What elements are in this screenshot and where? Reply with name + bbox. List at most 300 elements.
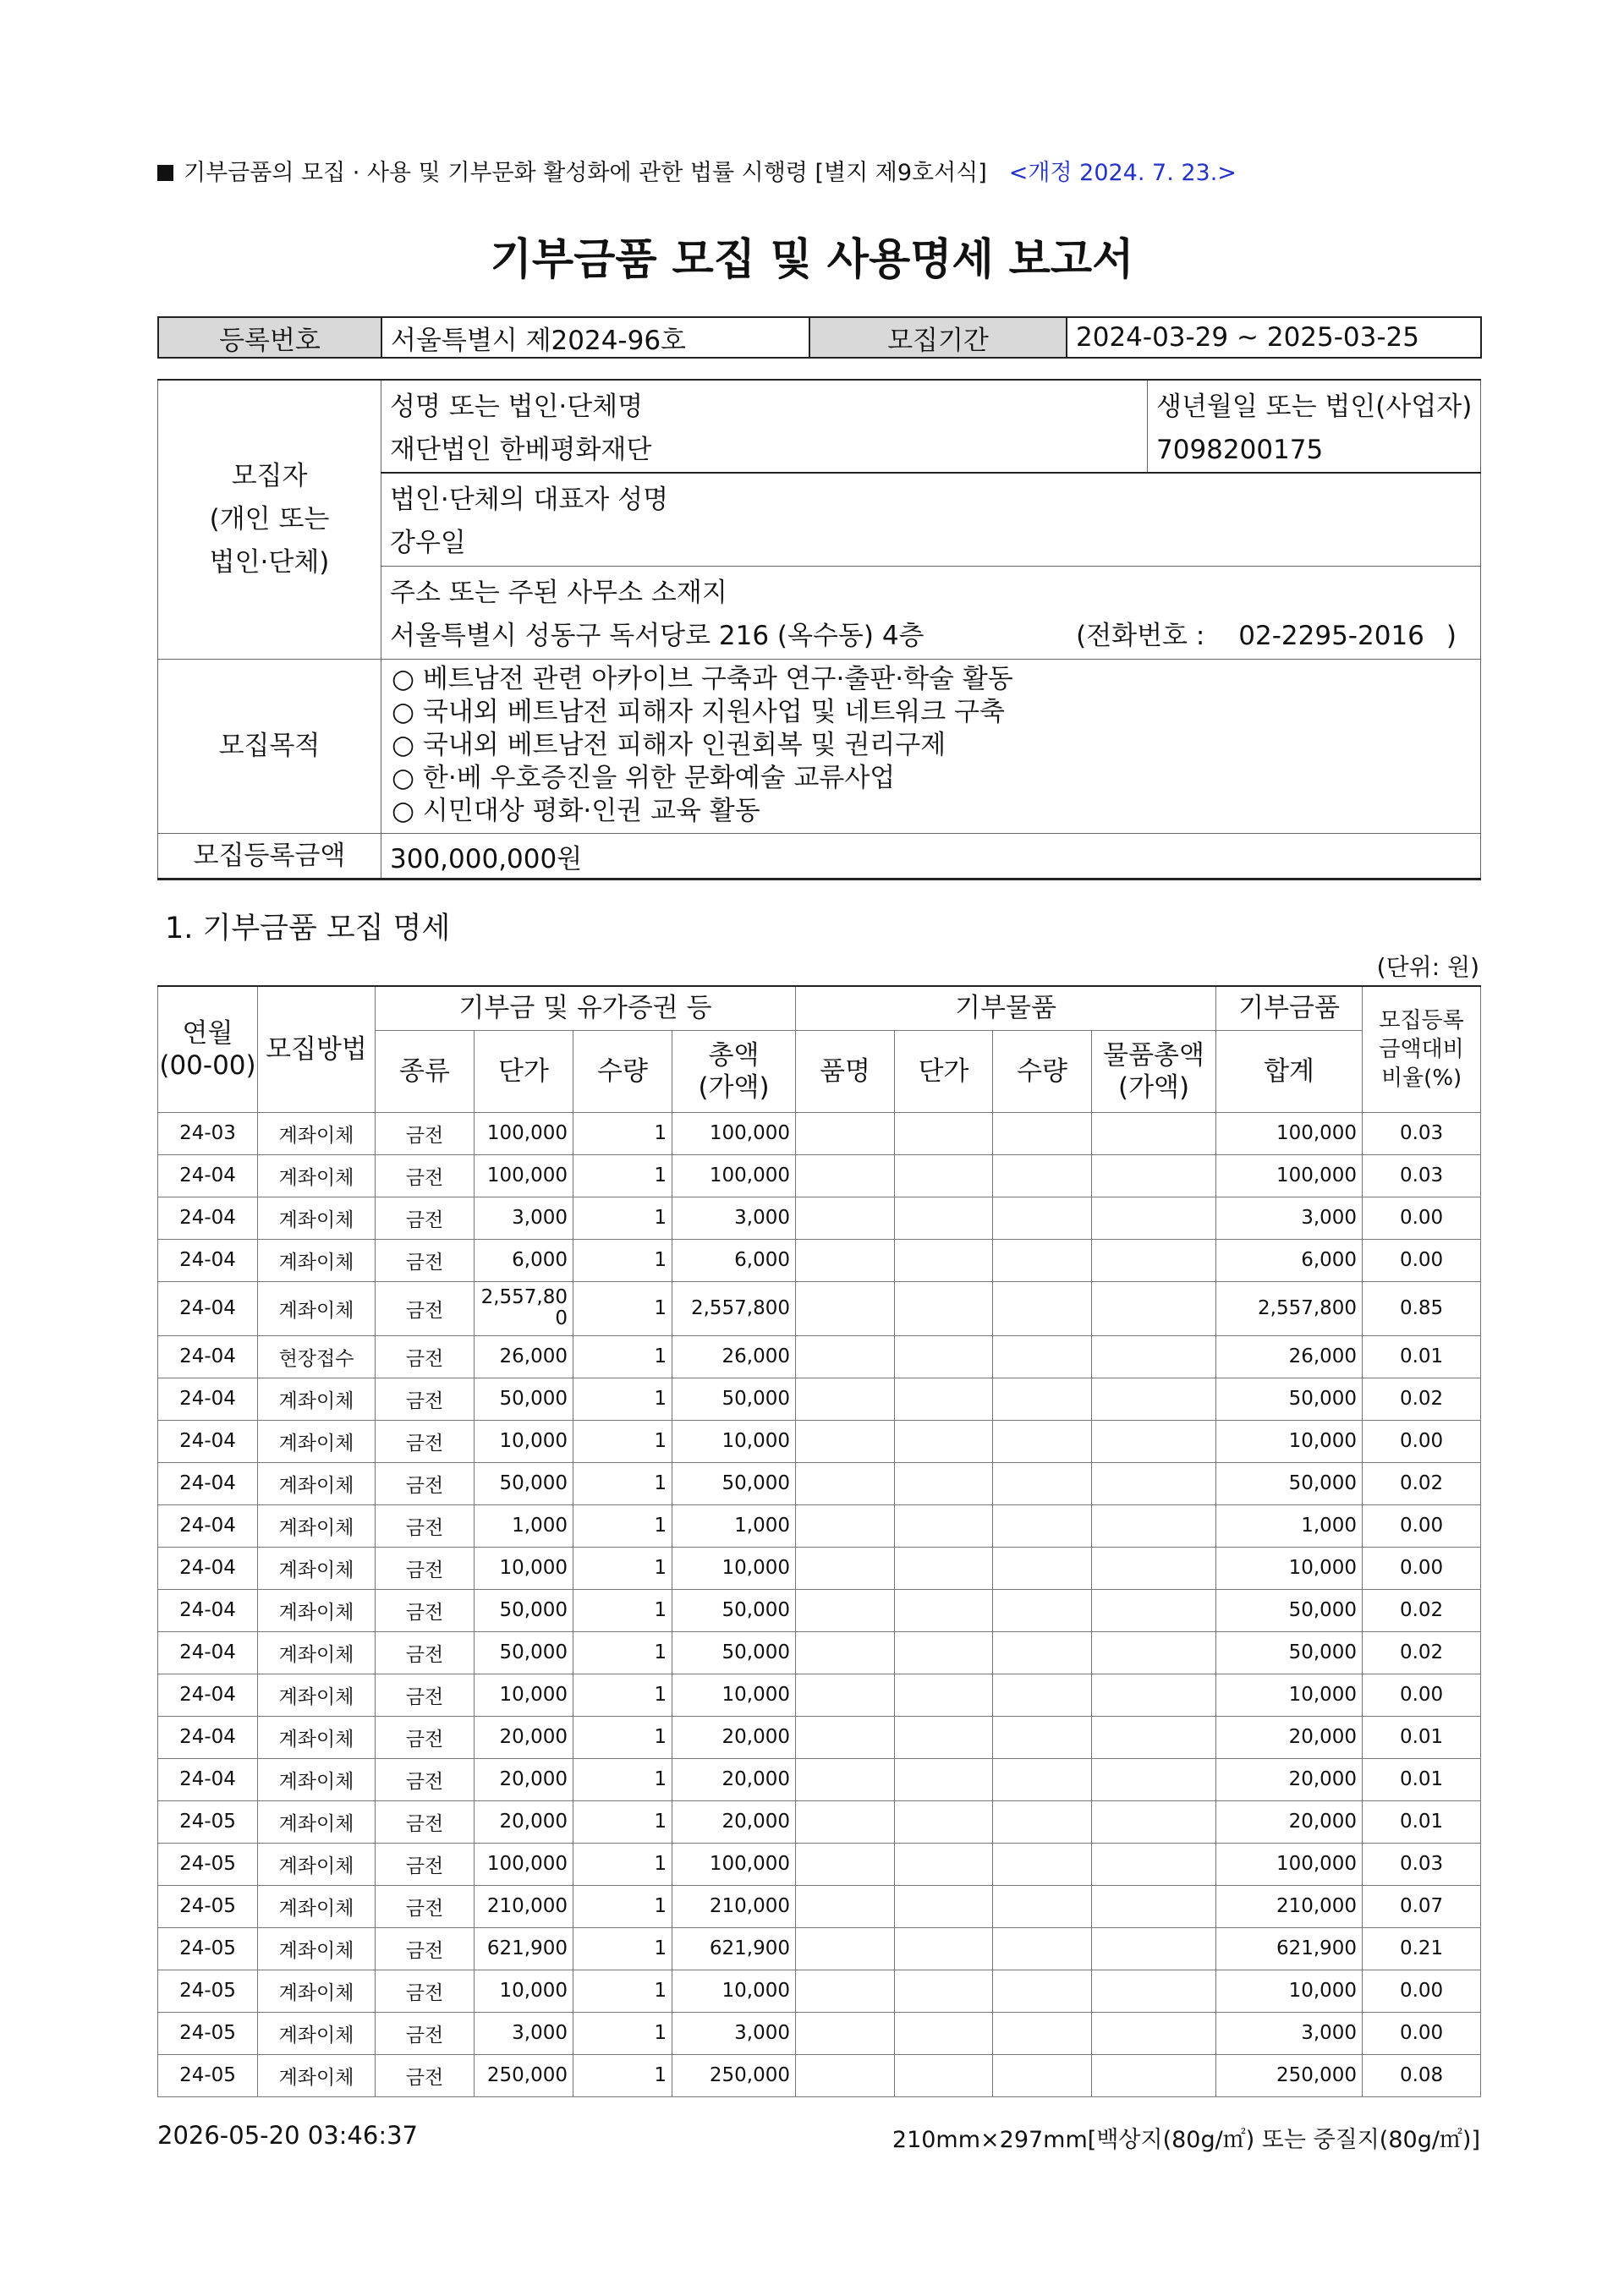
cell-goods-unit-price <box>895 1420 993 1462</box>
cell-item-name <box>796 2054 895 2096</box>
purpose-item: ○ 국내외 베트남전 피해자 지원사업 및 네트워크 구축 <box>392 696 1005 727</box>
cell-method: 계좌이체 <box>258 1589 376 1631</box>
cell-qty: 1 <box>573 1281 672 1335</box>
cell-goods-total <box>1092 1716 1216 1758</box>
cell-unit-price: 50,000 <box>475 1631 573 1674</box>
cell-goods-qty <box>993 2012 1092 2054</box>
cell-goods-qty <box>993 1154 1092 1197</box>
table-row <box>158 1197 1481 1239</box>
address-cell <box>381 566 1481 659</box>
cell-sum: 20,000 <box>1216 1716 1363 1758</box>
cell-item-name <box>796 1281 895 1335</box>
cell-sum: 10,000 <box>1216 1970 1363 2012</box>
cell-month: 24-04 <box>158 1462 258 1504</box>
revision-note: <개정 2024. 7. 23.> <box>1008 160 1237 186</box>
cell-goods-qty <box>993 1239 1092 1281</box>
cell-goods-unit-price <box>895 1843 993 1885</box>
address-label: 주소 또는 주된 사무소 소재지 <box>390 577 727 608</box>
cell-qty: 1 <box>573 1970 672 2012</box>
cell-ratio: 0.08 <box>1363 2054 1481 2096</box>
cell-unit-price: 10,000 <box>475 1674 573 1716</box>
cell-amount: 2,557,800 <box>672 1281 796 1335</box>
cell-ratio: 0.02 <box>1363 1462 1481 1504</box>
cell-amount: 20,000 <box>672 1800 796 1843</box>
cell-month: 24-05 <box>158 1843 258 1885</box>
table-row <box>158 2012 1481 2054</box>
cell-type: 금전 <box>376 1758 475 1800</box>
cell-method: 계좌이체 <box>258 1631 376 1674</box>
cell-goods-qty <box>993 1927 1092 1970</box>
header-month-line: (00-00) <box>159 1049 256 1081</box>
cell-type: 금전 <box>376 2012 475 2054</box>
cell-method: 계좌이체 <box>258 1800 376 1843</box>
cell-unit-price: 3,000 <box>475 2012 573 2054</box>
cell-ratio: 0.00 <box>1363 1420 1481 1462</box>
cell-amount: 3,000 <box>672 2012 796 2054</box>
cell-goods-unit-price <box>895 1927 993 1970</box>
cell-sum: 6,000 <box>1216 1239 1363 1281</box>
cell-goods-total <box>1092 1927 1216 1970</box>
header-amount-line: 총액 <box>708 1039 760 1071</box>
table-row <box>158 1112 1481 1154</box>
table-row <box>158 1281 1481 1335</box>
cell-qty: 1 <box>573 1547 672 1589</box>
cell-goods-qty <box>993 1589 1092 1631</box>
cell-goods-qty <box>993 1885 1092 1927</box>
cell-goods-unit-price <box>895 1716 993 1758</box>
cell-qty: 1 <box>573 1154 672 1197</box>
collection-period-value: 2024-03-29 ~ 2025-03-25 <box>1067 317 1481 358</box>
cell-unit-price: 20,000 <box>475 1800 573 1843</box>
cell-ratio: 0.07 <box>1363 1885 1481 1927</box>
cell-method: 계좌이체 <box>258 1378 376 1420</box>
cell-qty: 1 <box>573 2054 672 2096</box>
cell-sum: 50,000 <box>1216 1378 1363 1420</box>
cell-unit-price: 50,000 <box>475 1589 573 1631</box>
cell-method: 현장접수 <box>258 1335 376 1378</box>
cell-item-name <box>796 1758 895 1800</box>
cell-goods-unit-price <box>895 1197 993 1239</box>
cell-goods-qty <box>993 1197 1092 1239</box>
cell-unit-price: 20,000 <box>475 1716 573 1758</box>
address-value: 서울특별시 성동구 독서당로 216 (옥수동) 4층 <box>390 620 924 651</box>
cell-unit-price: 3,000 <box>475 1197 573 1239</box>
footer-timestamp: 2026-05-20 03:46:37 <box>157 2121 418 2150</box>
collector-id-value: 7098200175 <box>1156 435 1324 465</box>
footer-paper-spec: 210mm×297mm[백상지(80g/㎡) 또는 중질지(80g/㎡)] <box>892 2127 1480 2153</box>
cell-goods-unit-price <box>895 1547 993 1589</box>
cell-month: 24-03 <box>158 1112 258 1154</box>
cell-goods-unit-price <box>895 1504 993 1547</box>
cell-unit-price: 250,000 <box>475 2054 573 2096</box>
cell-type: 금전 <box>376 1378 475 1420</box>
header-item-name: 품명 <box>796 1030 895 1112</box>
collector-id-cell <box>1148 380 1481 473</box>
cell-ratio: 0.02 <box>1363 1378 1481 1420</box>
cell-goods-total <box>1092 1504 1216 1547</box>
cell-qty: 1 <box>573 1927 672 1970</box>
collector-id-label: 생년월일 또는 법인(사업자) <box>1156 392 1473 422</box>
cell-goods-unit-price <box>895 2012 993 2054</box>
registration-table <box>157 316 1482 359</box>
cell-type: 금전 <box>376 1843 475 1885</box>
cell-ratio: 0.02 <box>1363 1631 1481 1674</box>
page-title: 기부금품 모집 및 사용명세 보고서 <box>490 235 1134 285</box>
table-row <box>158 1335 1481 1378</box>
cell-qty: 1 <box>573 1112 672 1154</box>
cell-goods-unit-price <box>895 1112 993 1154</box>
cell-type: 금전 <box>376 1112 475 1154</box>
cell-sum: 50,000 <box>1216 1589 1363 1631</box>
cell-method: 계좌이체 <box>258 1154 376 1197</box>
cell-month: 24-04 <box>158 1378 258 1420</box>
cell-month: 24-04 <box>158 1239 258 1281</box>
cell-goods-qty <box>993 1631 1092 1674</box>
cell-month: 24-04 <box>158 1716 258 1758</box>
header-total-group: 기부금품 <box>1216 986 1363 1030</box>
cell-month: 24-04 <box>158 1504 258 1547</box>
cell-ratio: 0.00 <box>1363 2012 1481 2054</box>
cell-item-name <box>796 1547 895 1589</box>
cell-goods-qty <box>993 1420 1092 1462</box>
cell-amount: 50,000 <box>672 1631 796 1674</box>
cell-goods-qty <box>993 1674 1092 1716</box>
phone-group <box>1076 615 1457 658</box>
cell-goods-unit-price <box>895 1674 993 1716</box>
cell-sum: 50,000 <box>1216 1631 1363 1674</box>
cell-item-name <box>796 1589 895 1631</box>
representative-label: 법인·단체의 대표자 성명 <box>390 485 669 515</box>
cell-amount: 10,000 <box>672 1674 796 1716</box>
cell-month: 24-05 <box>158 1927 258 1970</box>
registered-amount-label: 모집등록금액 <box>158 833 381 879</box>
cell-goods-total <box>1092 1674 1216 1716</box>
cell-goods-total <box>1092 1589 1216 1631</box>
purpose-label: 모집목적 <box>158 659 381 833</box>
header-ratio-line: 비율(%) <box>1380 1065 1462 1091</box>
legal-notice <box>157 154 1237 187</box>
cell-ratio: 0.01 <box>1363 1758 1481 1800</box>
cell-item-name <box>796 1420 895 1462</box>
cell-goods-total <box>1092 1420 1216 1462</box>
address-line <box>390 615 1473 658</box>
cell-month: 24-04 <box>158 1281 258 1335</box>
cell-type: 금전 <box>376 1420 475 1462</box>
cell-method: 계좌이체 <box>258 1970 376 2012</box>
table-row <box>158 1800 1481 1843</box>
cell-unit-price: 100,000 <box>475 1112 573 1154</box>
cell-goods-qty <box>993 1378 1092 1420</box>
cell-goods-qty <box>993 1843 1092 1885</box>
cell-month: 24-05 <box>158 1970 258 2012</box>
cell-item-name <box>796 1197 895 1239</box>
cell-method: 계좌이체 <box>258 1716 376 1758</box>
header-goods-group: 기부물품 <box>796 986 1216 1030</box>
cell-type: 금전 <box>376 1547 475 1589</box>
cell-ratio: 0.01 <box>1363 1800 1481 1843</box>
registration-number-label: 등록번호 <box>158 317 381 358</box>
cell-amount: 210,000 <box>672 1885 796 1927</box>
registered-amount-value: 300,000,000원 <box>381 833 1481 879</box>
cell-ratio: 0.03 <box>1363 1154 1481 1197</box>
cell-item-name <box>796 1885 895 1927</box>
cell-qty: 1 <box>573 1800 672 1843</box>
cell-unit-price: 26,000 <box>475 1335 573 1378</box>
cell-sum: 3,000 <box>1216 1197 1363 1239</box>
collector-name-label: 성명 또는 법인·단체명 <box>390 392 644 422</box>
cell-goods-qty <box>993 1970 1092 2012</box>
cell-unit-price: 10,000 <box>475 1547 573 1589</box>
cell-type: 금전 <box>376 1631 475 1674</box>
header-qty: 수량 <box>573 1030 672 1112</box>
cell-month: 24-04 <box>158 1154 258 1197</box>
cell-amount: 100,000 <box>672 1154 796 1197</box>
cell-month: 24-04 <box>158 1674 258 1716</box>
cell-ratio: 0.03 <box>1363 1112 1481 1154</box>
cell-method: 계좌이체 <box>258 1547 376 1589</box>
cell-item-name <box>796 1239 895 1281</box>
cell-item-name <box>796 1154 895 1197</box>
detail-body <box>158 1112 1481 2096</box>
collector-label-line: (개인 또는 <box>209 503 330 534</box>
cell-ratio: 0.00 <box>1363 1239 1481 1281</box>
representative-value: 강우일 <box>390 528 466 558</box>
cell-goods-total <box>1092 1843 1216 1885</box>
cell-amount: 100,000 <box>672 1843 796 1885</box>
cell-sum: 1,000 <box>1216 1504 1363 1547</box>
cell-goods-unit-price <box>895 1154 993 1197</box>
cell-month: 24-04 <box>158 1631 258 1674</box>
cell-method: 계좌이체 <box>258 1885 376 1927</box>
collector-label-line: 모집자 <box>231 460 308 491</box>
cell-type: 금전 <box>376 1462 475 1504</box>
cell-item-name <box>796 1927 895 1970</box>
cell-item-name <box>796 1970 895 2012</box>
cell-qty: 1 <box>573 1420 672 1462</box>
cell-ratio: 0.00 <box>1363 1970 1481 2012</box>
cell-sum: 100,000 <box>1216 1154 1363 1197</box>
cell-goods-unit-price <box>895 1885 993 1927</box>
cell-goods-qty <box>993 1504 1092 1547</box>
header-goods-total-line: 물품총액 <box>1103 1039 1204 1071</box>
cell-type: 금전 <box>376 1589 475 1631</box>
collector-label <box>158 380 381 659</box>
cell-method: 계좌이체 <box>258 2012 376 2054</box>
header-ratio-line: 모집등록 <box>1379 1007 1464 1033</box>
cell-month: 24-05 <box>158 1800 258 1843</box>
table-row <box>158 1758 1481 1800</box>
cell-unit-price: 20,000 <box>475 1758 573 1800</box>
cell-item-name <box>796 1462 895 1504</box>
table-row <box>158 1716 1481 1758</box>
cell-unit-price: 100,000 <box>475 1154 573 1197</box>
cell-unit-price: 100,000 <box>475 1843 573 1885</box>
purpose-item: ○ 국내외 베트남전 피해자 인권회복 및 권리구제 <box>392 729 946 760</box>
table-row <box>158 1547 1481 1589</box>
cell-qty: 1 <box>573 1335 672 1378</box>
cell-goods-total <box>1092 1378 1216 1420</box>
cell-method: 계좌이체 <box>258 1197 376 1239</box>
cell-unit-price: 50,000 <box>475 1462 573 1504</box>
cell-unit-price: 10,000 <box>475 1970 573 2012</box>
unit-note: (단위: 원) <box>1376 953 1479 981</box>
cell-qty: 1 <box>573 1843 672 1885</box>
cell-goods-total <box>1092 1462 1216 1504</box>
cell-goods-qty <box>993 1758 1092 1800</box>
cell-method: 계좌이체 <box>258 1462 376 1504</box>
registration-number-value: 서울특별시 제2024-96호 <box>381 317 809 358</box>
cell-goods-unit-price <box>895 1281 993 1335</box>
cell-item-name <box>796 1335 895 1378</box>
cell-amount: 10,000 <box>672 1420 796 1462</box>
cell-item-name <box>796 1800 895 1843</box>
cell-item-name <box>796 1378 895 1420</box>
cell-sum: 10,000 <box>1216 1674 1363 1716</box>
cell-sum: 100,000 <box>1216 1843 1363 1885</box>
table-row <box>158 1631 1481 1674</box>
cell-goods-total <box>1092 1631 1216 1674</box>
cell-amount: 50,000 <box>672 1589 796 1631</box>
cell-method: 계좌이체 <box>258 1843 376 1885</box>
cell-month: 24-04 <box>158 1335 258 1378</box>
cell-goods-total <box>1092 1885 1216 1927</box>
cell-sum: 20,000 <box>1216 1800 1363 1843</box>
cell-qty: 1 <box>573 1462 672 1504</box>
cell-goods-total <box>1092 2012 1216 2054</box>
header-goods-total-line: (가액) <box>1117 1071 1190 1103</box>
table-row <box>158 1674 1481 1716</box>
cell-goods-qty <box>993 1547 1092 1589</box>
cell-sum: 621,900 <box>1216 1927 1363 1970</box>
cell-amount: 621,900 <box>672 1927 796 1970</box>
cell-type: 금전 <box>376 1281 475 1335</box>
cell-type: 금전 <box>376 1970 475 2012</box>
table-row <box>158 1589 1481 1631</box>
cell-sum: 10,000 <box>1216 1420 1363 1462</box>
cell-month: 24-04 <box>158 1547 258 1589</box>
cell-sum: 10,000 <box>1216 1547 1363 1589</box>
donation-detail-table <box>157 985 1481 2097</box>
cell-goods-total <box>1092 1239 1216 1281</box>
table-row <box>158 1378 1481 1420</box>
cell-qty: 1 <box>573 1504 672 1547</box>
header-amount-line: (가액) <box>698 1071 770 1103</box>
collector-name-value: 재단법인 한베평화재단 <box>390 435 652 465</box>
cell-amount: 3,000 <box>672 1197 796 1239</box>
cell-type: 금전 <box>376 1716 475 1758</box>
cell-goods-qty <box>993 2054 1092 2096</box>
cell-qty: 1 <box>573 1631 672 1674</box>
cell-amount: 50,000 <box>672 1378 796 1420</box>
cell-unit-price: 50,000 <box>475 1378 573 1420</box>
cell-amount: 10,000 <box>672 1970 796 2012</box>
cell-type: 금전 <box>376 1335 475 1378</box>
phone-value: 02-2295-2016 <box>1238 620 1424 651</box>
cell-goods-total <box>1092 1335 1216 1378</box>
table-row <box>158 1420 1481 1462</box>
cell-unit-price: 210,000 <box>475 1885 573 1927</box>
cell-amount: 250,000 <box>672 2054 796 2096</box>
cell-ratio: 0.85 <box>1363 1281 1481 1335</box>
cell-item-name <box>796 1843 895 1885</box>
cell-amount: 1,000 <box>672 1504 796 1547</box>
cell-method: 계좌이체 <box>258 1758 376 1800</box>
phone-close: ) <box>1446 620 1457 651</box>
collector-info-table <box>157 379 1481 880</box>
table-row <box>158 2054 1481 2096</box>
cell-month: 24-04 <box>158 1758 258 1800</box>
cell-goods-qty <box>993 1281 1092 1335</box>
cell-ratio: 0.03 <box>1363 1843 1481 1885</box>
cell-goods-qty <box>993 1716 1092 1758</box>
cell-ratio: 0.01 <box>1363 1335 1481 1378</box>
cell-month: 24-05 <box>158 2012 258 2054</box>
header-money-group: 기부금 및 유가증권 등 <box>376 986 796 1030</box>
cell-goods-total <box>1092 1154 1216 1197</box>
table-row <box>158 1885 1481 1927</box>
cell-type: 금전 <box>376 1800 475 1843</box>
cell-goods-unit-price <box>895 2054 993 2096</box>
cell-goods-qty <box>993 1335 1092 1378</box>
header-ratio-line: 금액대비 <box>1379 1036 1464 1062</box>
cell-amount: 6,000 <box>672 1239 796 1281</box>
cell-ratio: 0.01 <box>1363 1716 1481 1758</box>
purpose-item: ○ 시민대상 평화·인권 교육 활동 <box>392 795 760 826</box>
cell-method: 계좌이체 <box>258 1927 376 1970</box>
cell-goods-unit-price <box>895 1970 993 2012</box>
purpose-item: ○ 한·베 우호증진을 위한 문화예술 교류사업 <box>392 762 896 793</box>
cell-amount: 100,000 <box>672 1112 796 1154</box>
cell-sum: 210,000 <box>1216 1885 1363 1927</box>
header-method: 모집방법 <box>258 986 376 1112</box>
header-sum: 합계 <box>1216 1030 1363 1112</box>
cell-qty: 1 <box>573 1378 672 1420</box>
cell-goods-unit-price <box>895 1462 993 1504</box>
cell-sum: 250,000 <box>1216 2054 1363 2096</box>
cell-sum: 100,000 <box>1216 1112 1363 1154</box>
cell-amount: 20,000 <box>672 1758 796 1800</box>
cell-month: 24-04 <box>158 1197 258 1239</box>
cell-item-name <box>796 1504 895 1547</box>
cell-qty: 1 <box>573 1197 672 1239</box>
table-row <box>158 1239 1481 1281</box>
cell-goods-qty <box>993 1112 1092 1154</box>
header-month <box>158 986 258 1112</box>
cell-method: 계좌이체 <box>258 1674 376 1716</box>
cell-amount: 10,000 <box>672 1547 796 1589</box>
cell-unit-price: 621,900 <box>475 1927 573 1970</box>
square-bullet-icon <box>157 165 173 181</box>
cell-qty: 1 <box>573 2012 672 2054</box>
cell-goods-total <box>1092 1112 1216 1154</box>
cell-type: 금전 <box>376 1885 475 1927</box>
cell-qty: 1 <box>573 1589 672 1631</box>
cell-qty: 1 <box>573 1239 672 1281</box>
cell-goods-unit-price <box>895 1800 993 1843</box>
cell-goods-total <box>1092 2054 1216 2096</box>
cell-month: 24-05 <box>158 1885 258 1927</box>
cell-goods-qty <box>993 1800 1092 1843</box>
cell-amount: 26,000 <box>672 1335 796 1378</box>
cell-unit-price: 10,000 <box>475 1420 573 1462</box>
cell-goods-total <box>1092 1197 1216 1239</box>
table-row <box>158 1504 1481 1547</box>
cell-ratio: 0.00 <box>1363 1547 1481 1589</box>
header-ratio <box>1363 986 1481 1112</box>
cell-sum: 2,557,800 <box>1216 1281 1363 1335</box>
collector-name-cell <box>381 380 1148 473</box>
cell-amount: 20,000 <box>672 1716 796 1758</box>
